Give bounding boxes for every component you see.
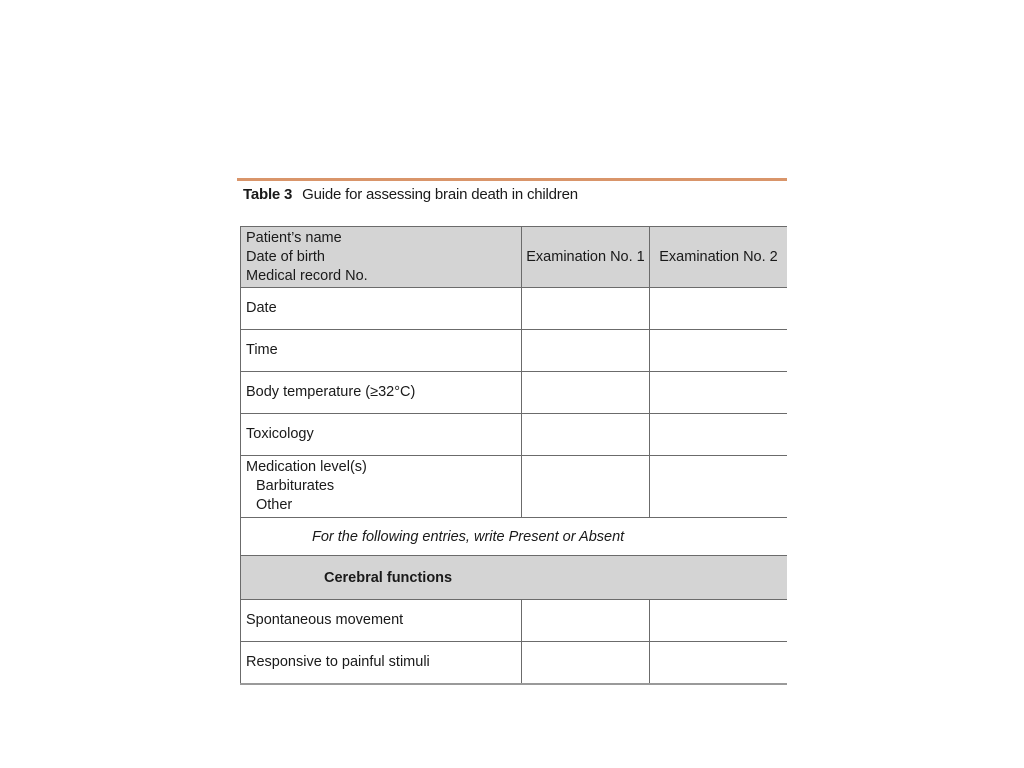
table-row-medication [240, 456, 787, 518]
section-row-cerebral [240, 556, 787, 600]
exam1-cell[interactable] [521, 456, 649, 517]
table-title: Guide for assessing brain death in children [302, 186, 578, 203]
exam1-cell[interactable] [521, 372, 649, 413]
instruction-row [240, 518, 787, 556]
table-row-responsive [240, 642, 787, 685]
row-label: Date [240, 288, 521, 329]
row-label: Body temperature (≥32°C) [240, 372, 521, 413]
exam2-cell[interactable] [649, 414, 787, 455]
patient-info-header [240, 227, 521, 287]
table-caption [243, 186, 578, 203]
row-label: Spontaneous movement [240, 600, 521, 641]
row-label: Toxicology [240, 414, 521, 455]
row-label: Responsive to painful stimuli [240, 642, 521, 683]
section-title: Cerebral functions [240, 556, 787, 599]
instruction-text: For the following entries, write Present or Absent [240, 518, 787, 555]
row-label: Time [240, 330, 521, 371]
exam2-cell[interactable] [649, 372, 787, 413]
table-number: Table 3 [243, 186, 293, 203]
exam2-header: Examination No. 2 [649, 227, 787, 287]
exam1-cell[interactable] [521, 600, 649, 641]
exam1-cell[interactable] [521, 288, 649, 329]
exam2-cell[interactable] [649, 642, 787, 683]
exam2-cell[interactable] [649, 288, 787, 329]
medication-label-cell [240, 456, 521, 517]
medical-record-label: Medical record No. [246, 268, 368, 284]
table-header-row [240, 226, 787, 288]
other-label: Other [256, 497, 293, 513]
medication-label: Medication level(s) [246, 459, 367, 475]
table-row-date [240, 288, 787, 330]
accent-rule [237, 178, 787, 181]
exam2-cell[interactable] [649, 600, 787, 641]
exam2-cell[interactable] [649, 330, 787, 371]
patient-name-label: Patient’s name [246, 230, 342, 246]
table-row-spontaneous-movement [240, 600, 787, 642]
assessment-table [240, 226, 787, 685]
barbiturates-label: Barbiturates [256, 478, 335, 494]
exam1-cell[interactable] [521, 414, 649, 455]
exam1-header: Examination No. 1 [521, 227, 649, 287]
table-row-body-temperature [240, 372, 787, 414]
date-of-birth-label: Date of birth [246, 249, 325, 265]
table-row-toxicology [240, 414, 787, 456]
exam2-cell[interactable] [649, 456, 787, 517]
exam1-cell[interactable] [521, 330, 649, 371]
table-row-time [240, 330, 787, 372]
exam1-cell[interactable] [521, 642, 649, 683]
